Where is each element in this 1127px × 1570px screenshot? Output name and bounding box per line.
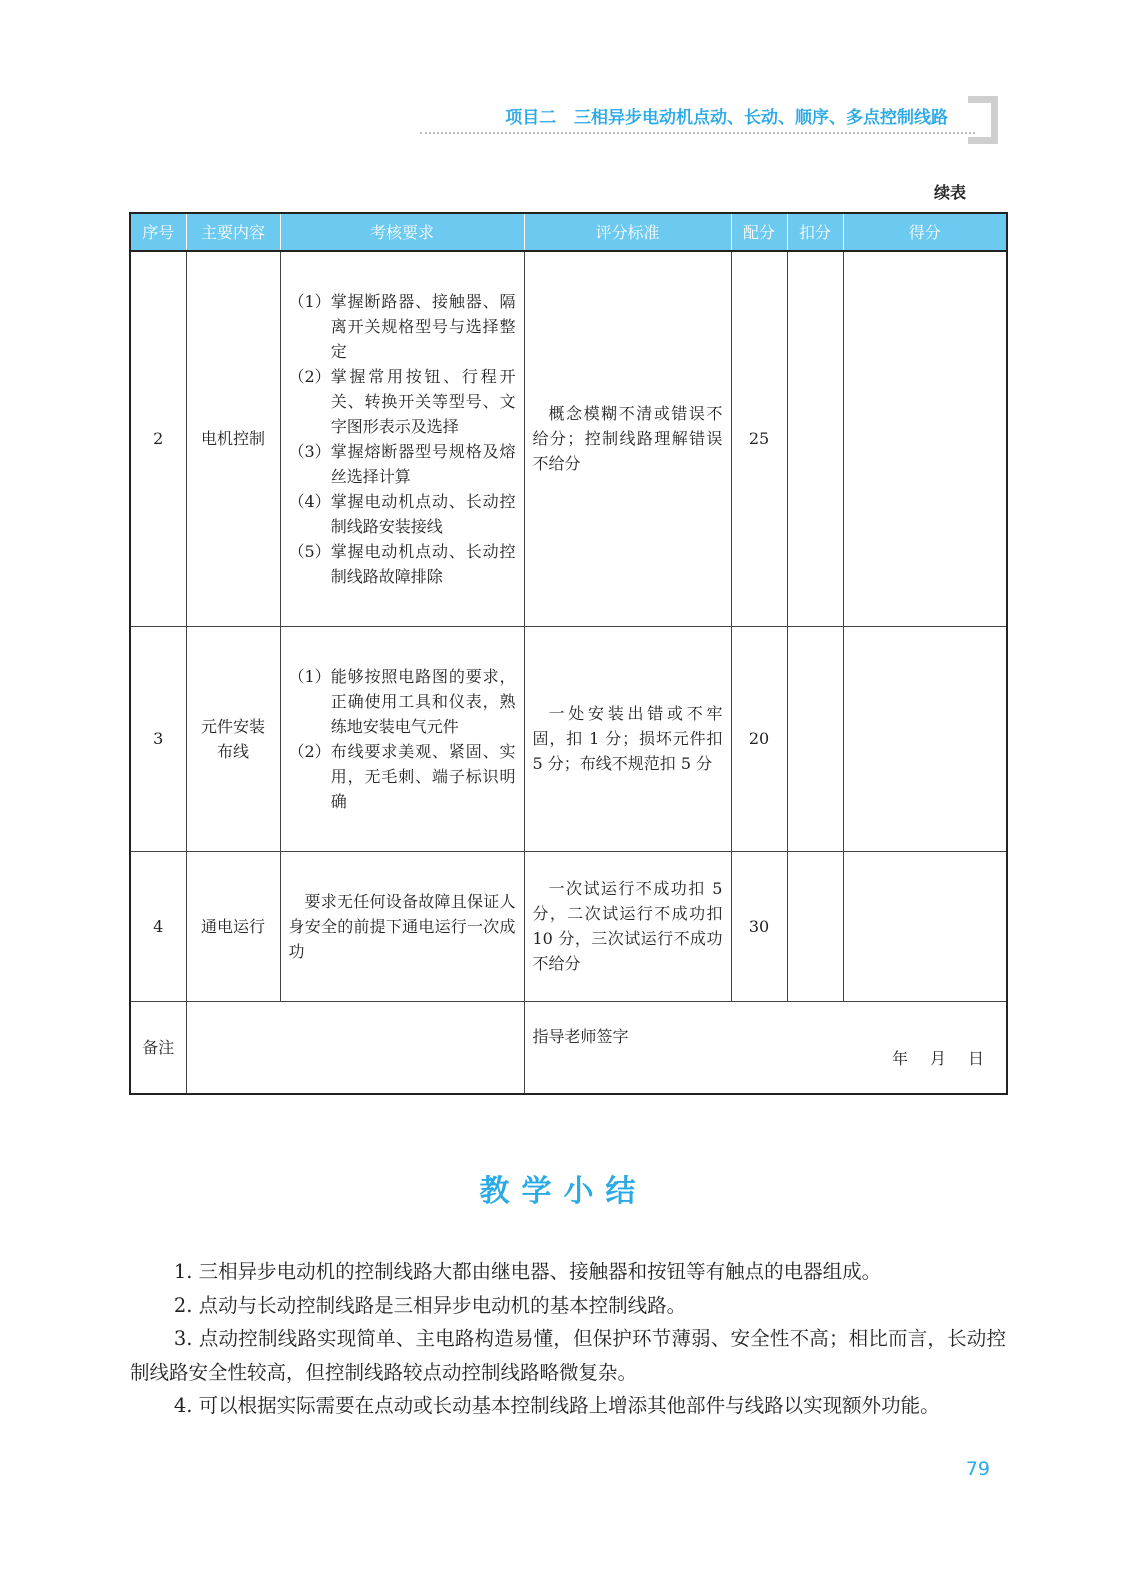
- requirement-text: 能够按照电路图的要求，正确使用工具和仪表，熟练地安装电气元件: [330, 666, 516, 736]
- row-criteria: [524, 626, 731, 851]
- requirement-num: （2）: [288, 741, 331, 761]
- row-score: [843, 851, 1007, 1001]
- row-content: 通电运行: [186, 851, 280, 1001]
- row-no: 3: [130, 626, 186, 851]
- summary-item: 1. 三相异步电动机的控制线路大都由继电器、接触器和按钮等有触点的电器组成。: [173, 1260, 882, 1283]
- table-header-row: [130, 213, 1007, 251]
- row-no: 4: [130, 851, 186, 1001]
- row-content: 元件安装布线: [186, 626, 280, 851]
- requirement-num: （4）: [288, 491, 331, 511]
- col-header-deduct: 扣分: [787, 213, 843, 251]
- criteria-text: 一次试运行不成功扣 5 分，二次试运行不成功扣 10 分，三次试运行不成功不给分: [532, 879, 723, 973]
- col-header-content: 主要内容: [186, 213, 280, 251]
- requirement-num: （2）: [288, 366, 331, 386]
- requirement-text: 布线要求美观、紧固、实用，无毛刺、端子标识明确: [330, 741, 516, 811]
- table-row: [130, 251, 1007, 626]
- requirement-text: 掌握常用按钮、行程开关、转换开关等型号、文字图形表示及选择: [330, 366, 516, 436]
- row-criteria: [524, 251, 731, 626]
- requirement-text: 掌握断路器、接触器、隔离开关规格型号与选择整定: [330, 291, 516, 361]
- row-points: 25: [731, 251, 787, 626]
- col-header-criteria: 评分标准: [524, 213, 731, 251]
- running-header: [420, 103, 948, 133]
- row-criteria: [524, 851, 731, 1001]
- signature-cell: [524, 1001, 1007, 1094]
- summary-body: [130, 1255, 1006, 1423]
- col-header-no: 序号: [130, 213, 186, 251]
- date-day: 日: [967, 1049, 984, 1068]
- note-row: [130, 1001, 1007, 1094]
- header-project: 项目二: [505, 108, 557, 128]
- header-title: 三相异步电动机点动、长动、顺序、多点控制线路: [574, 108, 948, 128]
- requirement-num: （1）: [288, 291, 331, 311]
- header-dotted-rule: [420, 132, 975, 134]
- requirement-text: 掌握熔断器型号规格及熔丝选择计算: [330, 441, 516, 486]
- row-content: 电机控制: [186, 251, 280, 626]
- criteria-text: 概念模糊不清或错误不给分；控制线路理解错误不给分: [532, 404, 723, 474]
- requirement-item: [289, 489, 516, 539]
- summary-item: 4. 可以根据实际需要在点动或长动基本控制线路上增添其他部件与线路以实现额外功能。: [173, 1394, 940, 1417]
- row-requirements: [280, 626, 524, 851]
- requirement-item: [289, 364, 516, 439]
- requirement-text: 掌握电动机点动、长动控制线路安装接线: [330, 491, 516, 536]
- requirement-num: （5）: [288, 541, 331, 561]
- criteria-text: 一处安装出错或不牢固，扣 1 分；损坏元件扣 5 分；布线不规范扣 5 分: [532, 704, 723, 773]
- requirement-num: （3）: [288, 441, 331, 461]
- summary-item: 3. 点动控制线路实现简单、主电路构造易懂，但保护环节薄弱、安全性不高；相比而言，长动控制线路安全性较高，但控制线路较点动控制线路略微复杂。: [130, 1327, 1006, 1384]
- table-row: [130, 626, 1007, 851]
- summary-title: 教学小结: [479, 1174, 648, 1209]
- table-continued-label: 续表: [933, 183, 966, 202]
- date-month: 月: [929, 1049, 946, 1068]
- row-requirements: [280, 251, 524, 626]
- requirement-item: [289, 739, 516, 814]
- row-deduct: [787, 251, 843, 626]
- row-deduct: [787, 851, 843, 1001]
- requirement-item: [289, 439, 516, 489]
- row-no: 2: [130, 251, 186, 626]
- col-header-points: 配分: [731, 213, 787, 251]
- signature-label: 指导老师签字: [532, 1026, 629, 1046]
- assessment-table: [129, 212, 1008, 1095]
- requirement-item: [289, 664, 516, 739]
- table-row: [130, 851, 1007, 1001]
- row-requirements: [280, 851, 524, 1001]
- requirement-text: 掌握电动机点动、长动控制线路故障排除: [330, 541, 516, 586]
- corner-bracket-mark: [968, 96, 998, 144]
- row-score: [843, 251, 1007, 626]
- date-line: [870, 1046, 984, 1071]
- note-content: [186, 1001, 524, 1094]
- requirement-item: [289, 289, 516, 364]
- col-header-requirements: 考核要求: [280, 213, 524, 251]
- row-deduct: [787, 626, 843, 851]
- row-points: 30: [731, 851, 787, 1001]
- row-points: 20: [731, 626, 787, 851]
- requirement-text: 要求无任何设备故障且保证人身安全的前提下通电运行一次成功: [288, 891, 516, 961]
- summary-item: 2. 点动与长动控制线路是三相异步电动机的基本控制线路。: [173, 1293, 687, 1317]
- requirement-item: [289, 539, 516, 589]
- col-header-score: 得分: [843, 213, 1007, 251]
- note-label: 备注: [130, 1001, 186, 1094]
- date-year: 年: [891, 1049, 908, 1068]
- requirement-num: （1）: [288, 666, 331, 686]
- page-number: 79: [965, 1458, 990, 1480]
- row-score: [843, 626, 1007, 851]
